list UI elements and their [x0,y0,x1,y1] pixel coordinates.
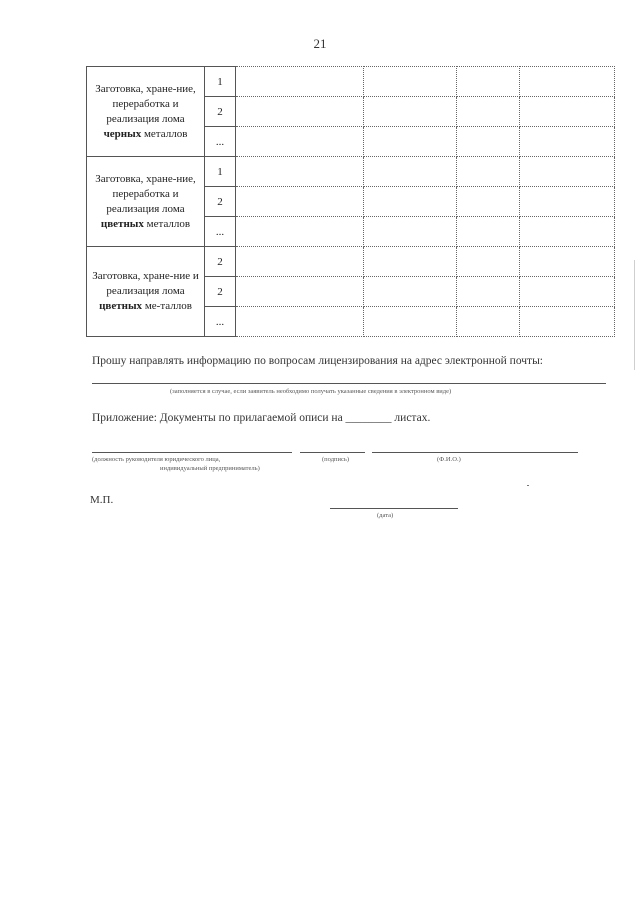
empty-cell [236,277,364,307]
empty-cell [364,157,457,187]
activity-type-cell [87,67,205,157]
licensing-table [86,66,615,337]
empty-cell [457,187,520,217]
empty-cell [520,187,615,217]
empty-cell [236,247,364,277]
empty-cell [364,127,457,157]
empty-cell [520,217,615,247]
row-number-cell: 2 [205,187,236,217]
position-line [92,452,292,453]
empty-cell [236,127,364,157]
email-line [92,383,606,384]
row-number-cell: ... [205,307,236,337]
empty-cell [364,277,457,307]
scan-edge-mark [634,260,635,370]
position-caption-2: индивидуальный предприниматель) [160,465,260,472]
empty-cell [236,217,364,247]
row-number-cell: ... [205,217,236,247]
empty-cell [457,97,520,127]
page-number: 21 [313,36,327,51]
scan-speck [527,485,529,486]
empty-cell [364,217,457,247]
empty-cell [236,67,364,97]
activity-text: Заготовка, хране-ние, переработка и реализация лома [95,82,196,125]
activity-text: Заготовка, хране-ние и реализация лома [92,270,199,297]
activity-type-cell [87,157,205,247]
empty-cell [520,157,615,187]
email-line-caption: (заполняется в случае, если заявитель необходимо получать указанные сведения в электронном виде) [170,388,452,395]
activity-type-cell [87,247,205,337]
table-row [87,157,615,187]
empty-cell [520,67,615,97]
attachment-text: Приложение: Документы по прилагаемой описи на ________ листах. [92,412,431,424]
empty-cell [236,97,364,127]
row-number-cell: 1 [205,157,236,187]
activity-text: Заготовка, хране-ние, переработка и реализация лома [95,172,196,215]
row-number-cell: 1 [205,67,236,97]
empty-cell [520,97,615,127]
date-caption: (дата) [377,512,394,519]
activity-text: металлов [141,127,188,140]
row-number-cell: 2 [205,247,236,277]
empty-cell [364,187,457,217]
empty-cell [236,157,364,187]
activity-metal-emphasis: цветных [100,217,144,230]
empty-cell [457,127,520,157]
name-caption: (Ф.И.О.) [437,456,461,463]
table-row [87,67,615,97]
empty-cell [457,157,520,187]
seal-label: М.П. [90,494,114,506]
activity-metal-emphasis: цветных [99,300,143,312]
email-request-text: Прошу направлять информацию по вопросам лицензирования на адрес электронной почты: [92,355,544,367]
empty-cell [457,277,520,307]
table-row [87,247,615,277]
row-number-cell: 2 [205,277,236,307]
empty-cell [364,67,457,97]
empty-cell [520,277,615,307]
activity-metal-emphasis: черных [103,127,142,140]
row-number-cell: ... [205,127,236,157]
position-caption-1: (должность руководителя юридического лица, [92,456,221,463]
empty-cell [457,217,520,247]
empty-cell [520,307,615,337]
activity-text: ме-таллов [142,300,192,312]
date-line [330,508,458,509]
signature-line [300,452,365,453]
empty-cell [457,307,520,337]
empty-cell [457,67,520,97]
empty-cell [236,307,364,337]
empty-cell [236,187,364,217]
empty-cell [457,247,520,277]
empty-cell [520,127,615,157]
empty-cell [364,97,457,127]
signature-caption: (подпись) [322,456,349,463]
activity-text: металлов [143,217,191,230]
empty-cell [364,307,457,337]
row-number-cell: 2 [205,97,236,127]
name-line [372,452,578,453]
empty-cell [364,247,457,277]
empty-cell [520,247,615,277]
